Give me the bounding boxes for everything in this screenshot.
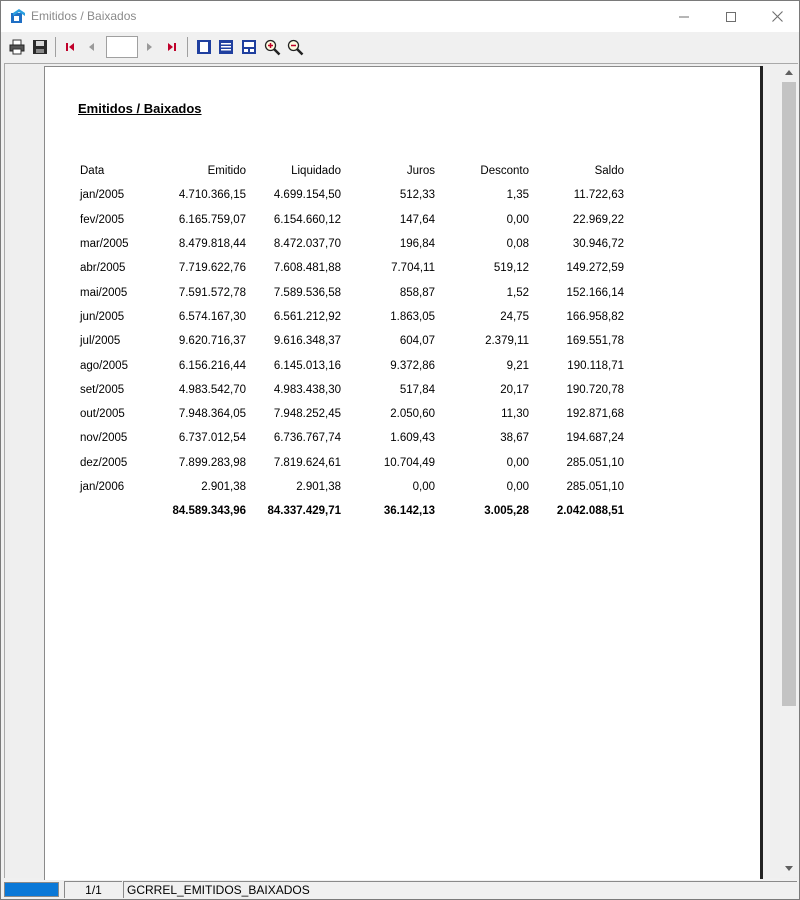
table-row bbox=[80, 208, 624, 232]
cell-saldo: 192.871,68 bbox=[566, 408, 624, 421]
page-shadow bbox=[760, 66, 763, 879]
cell-data: abr/2005 bbox=[80, 262, 126, 275]
cell-juros: 9.372,86 bbox=[390, 359, 435, 372]
cell-emitido: 4.710.366,15 bbox=[178, 189, 246, 202]
previous-page-icon bbox=[86, 41, 98, 53]
cell-emitido: 6.737.012,54 bbox=[178, 432, 246, 445]
table-row bbox=[80, 232, 624, 256]
cell-liquidado: 6.561.212,92 bbox=[273, 310, 341, 323]
table-row bbox=[80, 451, 624, 475]
table-row bbox=[80, 305, 624, 329]
cell-desconto: 0,08 bbox=[506, 238, 529, 251]
cell-juros: 2.050,60 bbox=[390, 408, 435, 421]
printer-icon bbox=[9, 39, 25, 55]
progress-bar bbox=[4, 882, 59, 897]
save-button[interactable] bbox=[29, 36, 51, 58]
column-header-juros: Juros bbox=[406, 165, 435, 178]
cell-saldo: 30.946,72 bbox=[572, 238, 624, 251]
cell-data: mai/2005 bbox=[80, 286, 128, 299]
close-button[interactable] bbox=[754, 1, 800, 32]
cell-liquidado: 7.608.481,88 bbox=[273, 262, 341, 275]
cell-emitido: 7.591.572,78 bbox=[178, 286, 246, 299]
cell-emitido: 8.479.818,44 bbox=[178, 238, 246, 251]
report-table-body bbox=[80, 183, 624, 523]
zoom-in-icon bbox=[264, 39, 281, 56]
cell-data: jun/2005 bbox=[80, 310, 125, 323]
table-row bbox=[80, 256, 624, 280]
first-page-icon bbox=[64, 41, 76, 53]
toolbar-separator bbox=[55, 37, 56, 57]
cell-saldo: 285.051,10 bbox=[566, 481, 624, 493]
maximize-button[interactable] bbox=[708, 1, 754, 32]
scroll-up-button[interactable] bbox=[780, 64, 798, 81]
cell-liquidado: 7.589.536,58 bbox=[273, 286, 341, 299]
cell-liquidado: 6.736.767,74 bbox=[273, 432, 341, 445]
table-row bbox=[80, 329, 624, 353]
column-header-emitido: Emitido bbox=[207, 165, 246, 178]
cell-saldo: 190.118,71 bbox=[567, 359, 624, 372]
table-row bbox=[80, 378, 624, 402]
cell-saldo: 152.166,14 bbox=[566, 286, 624, 299]
cell-data: jan/2006 bbox=[80, 481, 125, 493]
cell-juros: 858,87 bbox=[399, 286, 435, 299]
cell-data: fev/2005 bbox=[80, 213, 125, 226]
cell-liquidado: 6.154.660,12 bbox=[273, 213, 341, 226]
cell-juros: 147,64 bbox=[399, 213, 435, 226]
table-row bbox=[80, 183, 624, 207]
table-row bbox=[80, 426, 624, 450]
zoom-out-button[interactable] bbox=[284, 36, 306, 58]
total-cell-juros: 36.142,13 bbox=[383, 505, 435, 518]
cell-emitido: 2.901,38 bbox=[201, 481, 246, 493]
maximize-icon bbox=[726, 12, 736, 22]
cell-emitido: 7.899.283,98 bbox=[178, 456, 246, 469]
cell-saldo: 194.687,24 bbox=[566, 432, 624, 445]
minimize-button[interactable] bbox=[661, 1, 707, 32]
cell-emitido: 6.165.759,07 bbox=[178, 213, 246, 226]
cell-data: ago/2005 bbox=[80, 359, 128, 372]
cell-desconto: 1,52 bbox=[506, 286, 529, 299]
next-page-button[interactable] bbox=[138, 36, 160, 58]
column-header-desconto: Desconto bbox=[480, 165, 529, 178]
cell-liquidado: 6.145.013,16 bbox=[273, 359, 341, 372]
total-cell-emitido: 84.589.343,96 bbox=[172, 505, 246, 518]
cell-liquidado: 2.901,38 bbox=[296, 481, 341, 493]
cell-data: set/2005 bbox=[80, 383, 125, 396]
column-header-saldo: Saldo bbox=[594, 165, 624, 178]
cell-saldo: 22.969,22 bbox=[572, 213, 624, 226]
print-button[interactable] bbox=[6, 36, 28, 58]
cell-data: dez/2005 bbox=[80, 456, 128, 469]
column-header-data: Data bbox=[80, 165, 105, 178]
cell-liquidado: 8.472.037,70 bbox=[273, 238, 341, 251]
page-width-icon bbox=[218, 39, 234, 55]
save-disk-icon bbox=[32, 39, 48, 55]
cell-desconto: 24,75 bbox=[500, 310, 529, 323]
cell-saldo: 285.051,10 bbox=[566, 456, 624, 469]
cell-data: nov/2005 bbox=[80, 432, 128, 445]
window-title: Emitidos / Baixados bbox=[31, 9, 137, 23]
cell-desconto: 20,17 bbox=[500, 383, 529, 396]
column-header-liquidado: Liquidado bbox=[291, 165, 341, 178]
status-bar bbox=[1, 880, 799, 899]
whole-page-icon bbox=[196, 39, 212, 55]
last-page-button[interactable] bbox=[161, 36, 183, 58]
total-cell-liquidado: 84.337.429,71 bbox=[267, 505, 341, 518]
scroll-thumb[interactable] bbox=[782, 82, 796, 706]
cell-data: out/2005 bbox=[80, 408, 125, 421]
table-row bbox=[80, 475, 624, 499]
table-row bbox=[80, 353, 624, 377]
cell-juros: 604,07 bbox=[399, 335, 435, 348]
total-cell-saldo: 2.042.088,51 bbox=[556, 505, 624, 518]
cell-liquidado: 7.819.624,61 bbox=[273, 456, 341, 469]
cell-desconto: 1,35 bbox=[506, 189, 529, 202]
zoom-out-icon bbox=[287, 39, 304, 56]
chevron-up-icon bbox=[785, 70, 793, 75]
cell-desconto: 519,12 bbox=[493, 262, 529, 275]
cell-desconto: 38,67 bbox=[500, 432, 529, 445]
page-width-button[interactable] bbox=[215, 36, 237, 58]
cell-desconto: 0,00 bbox=[506, 481, 529, 493]
cell-data: jan/2005 bbox=[80, 189, 125, 202]
cell-liquidado: 4.699.154,50 bbox=[273, 189, 341, 202]
report-page bbox=[44, 66, 760, 886]
view-options-button[interactable] bbox=[238, 36, 260, 58]
cell-saldo: 149.272,59 bbox=[566, 262, 624, 275]
cell-emitido: 6.574.167,30 bbox=[178, 310, 246, 323]
close-icon bbox=[772, 11, 783, 22]
page-number-input[interactable] bbox=[106, 36, 138, 58]
cell-juros: 1.609,43 bbox=[390, 432, 435, 445]
cell-liquidado: 9.616.348,37 bbox=[273, 335, 341, 348]
previous-page-button[interactable] bbox=[81, 36, 103, 58]
total-cell-data bbox=[80, 499, 147, 523]
cell-desconto: 2.379,11 bbox=[485, 335, 529, 348]
next-page-icon bbox=[143, 41, 155, 53]
app-icon bbox=[10, 8, 26, 24]
totals-row bbox=[80, 499, 624, 523]
table-row bbox=[80, 402, 624, 426]
cell-data: mar/2005 bbox=[80, 238, 129, 251]
cell-liquidado: 7.948.252,45 bbox=[273, 408, 341, 421]
report-table bbox=[80, 159, 624, 523]
cell-data: jul/2005 bbox=[80, 335, 121, 348]
report-name: GCRREL_EMITIDOS_BAIXADOS bbox=[123, 881, 797, 898]
last-page-icon bbox=[166, 41, 178, 53]
vertical-scrollbar[interactable] bbox=[780, 64, 798, 877]
report-preview-area[interactable] bbox=[4, 63, 798, 878]
toolbar-separator bbox=[187, 37, 188, 57]
cell-juros: 517,84 bbox=[399, 383, 435, 396]
scroll-down-button[interactable] bbox=[780, 860, 798, 877]
cell-saldo: 11.722,63 bbox=[573, 189, 624, 202]
cell-saldo: 169.551,78 bbox=[566, 335, 624, 348]
cell-saldo: 190.720,78 bbox=[566, 383, 624, 396]
report-title: Emitidos / Baixados bbox=[78, 101, 202, 116]
cell-emitido: 6.156.216,44 bbox=[178, 359, 246, 372]
page-indicator: 1/1 bbox=[64, 881, 122, 898]
cell-juros: 10.704,49 bbox=[383, 456, 435, 469]
cell-desconto: 11,30 bbox=[501, 408, 529, 421]
cell-emitido: 9.620.716,37 bbox=[178, 335, 246, 348]
cell-juros: 0,00 bbox=[412, 481, 435, 493]
progress-bar-fill bbox=[5, 883, 58, 896]
cell-liquidado: 4.983.438,30 bbox=[273, 383, 341, 396]
cell-juros: 7.704,11 bbox=[391, 262, 435, 275]
view-options-icon bbox=[241, 39, 257, 55]
cell-saldo: 166.958,82 bbox=[566, 310, 624, 323]
table-row bbox=[80, 280, 624, 304]
title-bar bbox=[1, 1, 799, 32]
minimize-icon bbox=[679, 12, 689, 22]
cell-desconto: 0,00 bbox=[506, 213, 529, 226]
cell-desconto: 9,21 bbox=[506, 359, 529, 372]
cell-emitido: 7.719.622,76 bbox=[178, 262, 246, 275]
table-header-row bbox=[80, 159, 624, 183]
chevron-down-icon bbox=[785, 866, 793, 871]
toolbar bbox=[1, 32, 799, 62]
cell-juros: 1.863,05 bbox=[390, 310, 435, 323]
cell-emitido: 4.983.542,70 bbox=[178, 383, 246, 396]
cell-emitido: 7.948.364,05 bbox=[178, 408, 246, 421]
cell-juros: 196,84 bbox=[399, 238, 435, 251]
total-cell-desconto: 3.005,28 bbox=[484, 505, 529, 518]
first-page-button[interactable] bbox=[59, 36, 81, 58]
zoom-in-button[interactable] bbox=[261, 36, 283, 58]
whole-page-button[interactable] bbox=[193, 36, 215, 58]
cell-juros: 512,33 bbox=[399, 189, 435, 202]
cell-desconto: 0,00 bbox=[506, 456, 529, 469]
